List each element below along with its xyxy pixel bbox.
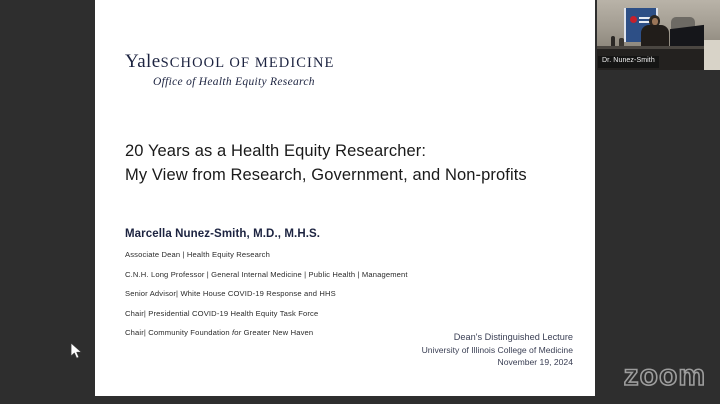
lecture-institution: University of Illinois College of Medicine: [421, 344, 573, 355]
speaker-info-block: [125, 228, 545, 337]
logo-brand-text: Yale: [125, 51, 161, 72]
participant-name-label: Dr. Nunez-Smith: [598, 56, 659, 68]
video-speaker-face: [652, 18, 658, 25]
banner-logo-mark: [630, 16, 637, 23]
mouse-cursor-arrow-icon: [70, 342, 83, 360]
speaker-role-line: Associate Dean | Health Equity Research: [125, 250, 271, 259]
lecture-date: November 19, 2024: [497, 356, 573, 367]
zoom-watermark: zoom: [623, 359, 706, 392]
logo-wordmark: [125, 52, 335, 71]
speaker-role-italic: for: [232, 328, 242, 338]
video-side-wall: [704, 40, 720, 70]
slide-title-line-1: 20 Years as a Health Equity Researcher:: [125, 142, 427, 160]
speaker-role-line: Chair| Presidential COVID-19 Health Equity Task Force: [125, 308, 319, 318]
speaker-role-line: Senior Advisor| White House COVID-19 Response and HHS: [125, 289, 336, 299]
video-podium-edge: [597, 46, 720, 49]
lecture-footer: [422, 331, 573, 368]
speaker-name: Marcella Nunez-Smith, M.D., M.H.S.: [125, 228, 321, 240]
lecture-title: Dean's Distinguished Lecture: [453, 331, 573, 342]
speaker-role-line: C.N.H. Long Professor | General Internal Medicine | Public Health | Management: [125, 269, 408, 279]
speaker-role-prefix: Chair| Community Foundation: [125, 328, 233, 338]
slide-title-line-2: My View from Research, Government, and Non-profits: [125, 165, 527, 184]
participant-video-tile[interactable]: [597, 0, 720, 70]
logo-brand-rest-text: SCHOOL OF MEDICINE: [160, 55, 335, 71]
presentation-slide: [95, 0, 595, 396]
yale-school-of-medicine-logo: [125, 52, 335, 88]
logo-subtitle-text: Office of Health Equity Research: [153, 76, 315, 88]
slide-title: [125, 140, 575, 188]
speaker-role-suffix: Greater New Haven: [241, 328, 314, 338]
